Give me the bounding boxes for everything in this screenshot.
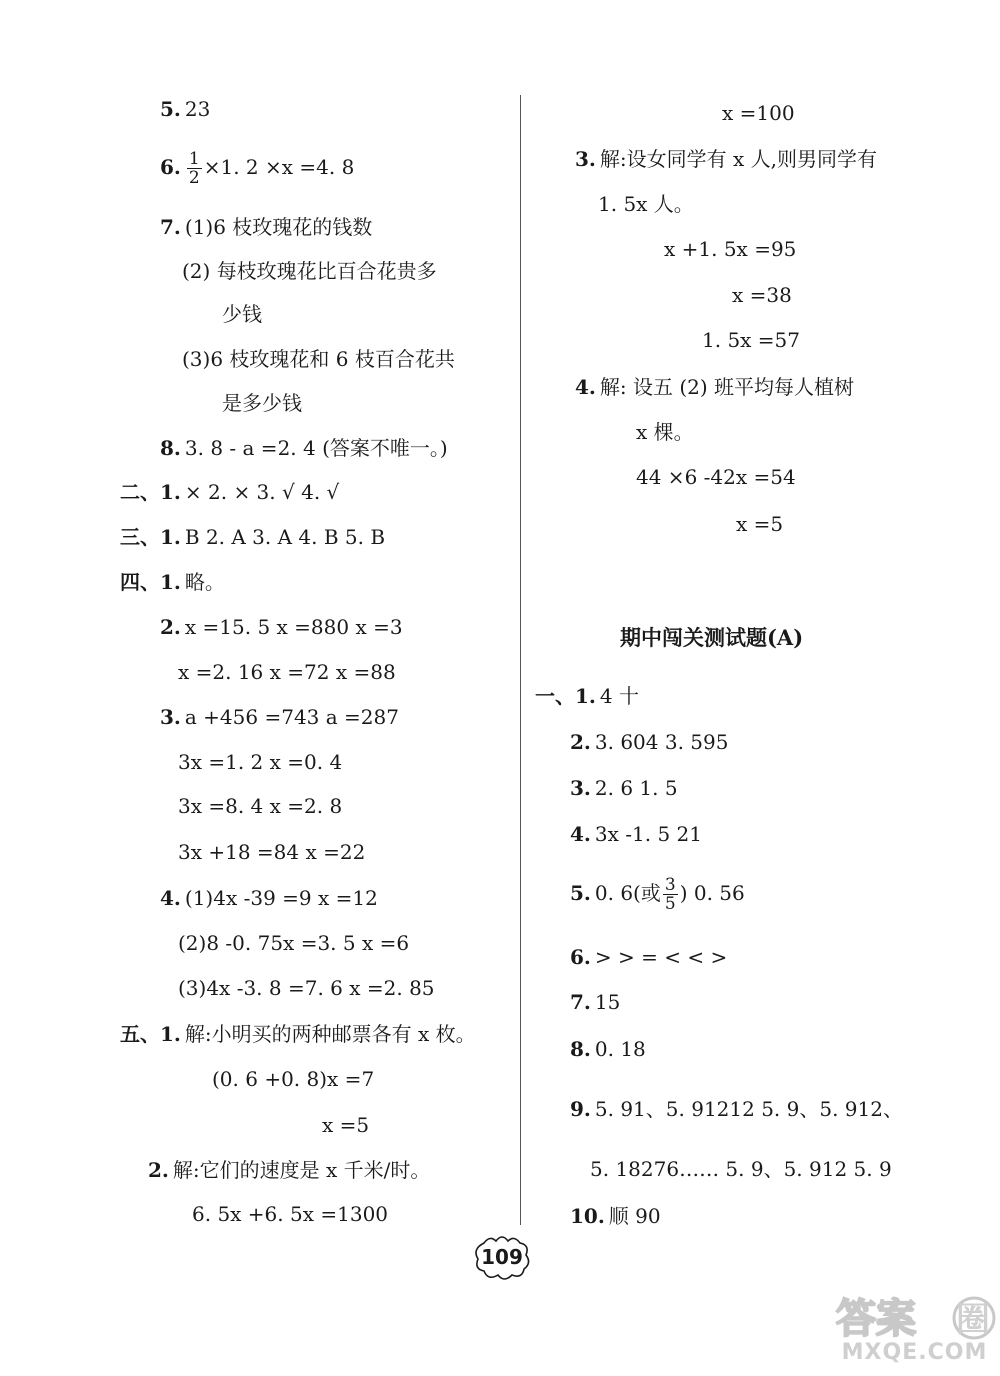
column-divider [520,95,521,1225]
answer-line: 三、1. B 2. A 3. A 4. B 5. B [120,525,386,549]
answer-line: 7. 15 [570,990,621,1014]
answer-line: 3. 2. 6 1. 5 [570,776,678,800]
answer-line: 5. 18276…… 5. 9、5. 912 5. 9 [590,1157,892,1181]
answer-line: x =2. 16 x =72 x =88 [178,660,396,684]
answer-line: 6. 5x +6. 5x =1300 [192,1202,389,1226]
answer-line: 5. 0. 6(或 $\frac{3}{5}$ ) 0. 56 [570,875,745,914]
answer-line: 四、1. 略。 [120,570,225,594]
answer-line: x =100 [722,101,795,125]
answer-line: 10. 顺 90 [570,1204,661,1228]
answer-line: 是多少钱 [222,391,302,415]
answer-line: 3x =8. 4 x =2. 8 [178,794,343,818]
section-title: 期中闯关测试题(A) [620,625,804,650]
answer-line: 7. (1)6 枝玫瑰花的钱数 [160,215,373,239]
answer-line: 2. x =15. 5 x =880 x =3 [160,615,403,639]
answer-line: 6. $\frac{1}{2}$ ×1. 2 ×x =4. 8 [160,149,355,188]
answer-line: x =38 [732,283,792,307]
answer-line: 二、1. × 2. × 3. √ 4. √ [120,480,340,504]
answer-line: 4. (1)4x -39 =9 x =12 [160,886,378,910]
answer-line: 少钱 [222,302,262,326]
answer-line: 2. 解:它们的速度是 x 千米/时。 [148,1158,431,1182]
answer-circle-logo-icon [832,1290,997,1346]
fraction: $\frac{3}{5}$ [664,875,676,914]
answer-line: (0. 6 +0. 8)x =7 [212,1067,375,1091]
answer-line: 2. 3. 604 3. 595 [570,730,729,754]
answer-line: 4. 解: 设五 (2) 班平均每人植树 [575,375,855,399]
answer-line: (2)8 -0. 75x =3. 5 x =6 [178,931,410,955]
answer-line: 一、1. 4 十 [535,684,639,708]
answer-line: 6. > > = < < > [570,945,728,969]
answer-line: (3)4x -3. 8 =7. 6 x =2. 85 [178,976,435,1000]
answer-line: x =5 [322,1113,370,1137]
answer-line: 3x +18 =84 x =22 [178,840,366,864]
answer-line: 1. 5x 人。 [598,192,694,216]
answer-line: 8. 3. 8 - a =2. 4 (答案不唯一。) [160,436,448,460]
svg-text:圈: 圈 [956,1300,990,1340]
answer-line: 8. 0. 18 [570,1037,646,1061]
answer-line: (2) 每枝玫瑰花比百合花贵多 [182,259,437,283]
answer-line: 1. 5x =57 [702,328,801,352]
answer-line: 3. 解:设女同学有 x 人,则男同学有 [575,147,877,171]
answer-line: 44 ×6 -42x =54 [636,465,796,489]
fraction: $\frac{1}{2}$ [188,149,200,188]
answer-line: x =5 [736,512,784,536]
svg-text:答案: 答案 [836,1296,916,1342]
answer-line: x 棵。 [636,420,694,444]
page-number: 109 [470,1233,534,1281]
answer-line: x +1. 5x =95 [664,237,797,261]
answer-line: 五、1. 解:小明买的两种邮票各有 x 枚。 [120,1022,476,1046]
answer-line: 3. a +456 =743 a =287 [160,705,399,729]
answer-line: 3x =1. 2 x =0. 4 [178,750,343,774]
answer-line: 4. 3x -1. 5 21 [570,822,702,846]
answer-line: (3)6 枝玫瑰花和 6 枝百合花共 [182,347,455,371]
answer-line: 9. 5. 91、5. 91212 5. 9、5. 912、 [570,1097,903,1121]
watermark-logo: 答案 圈 MXQE.COM [832,1290,997,1372]
answer-line: 5. 23 [160,97,211,121]
